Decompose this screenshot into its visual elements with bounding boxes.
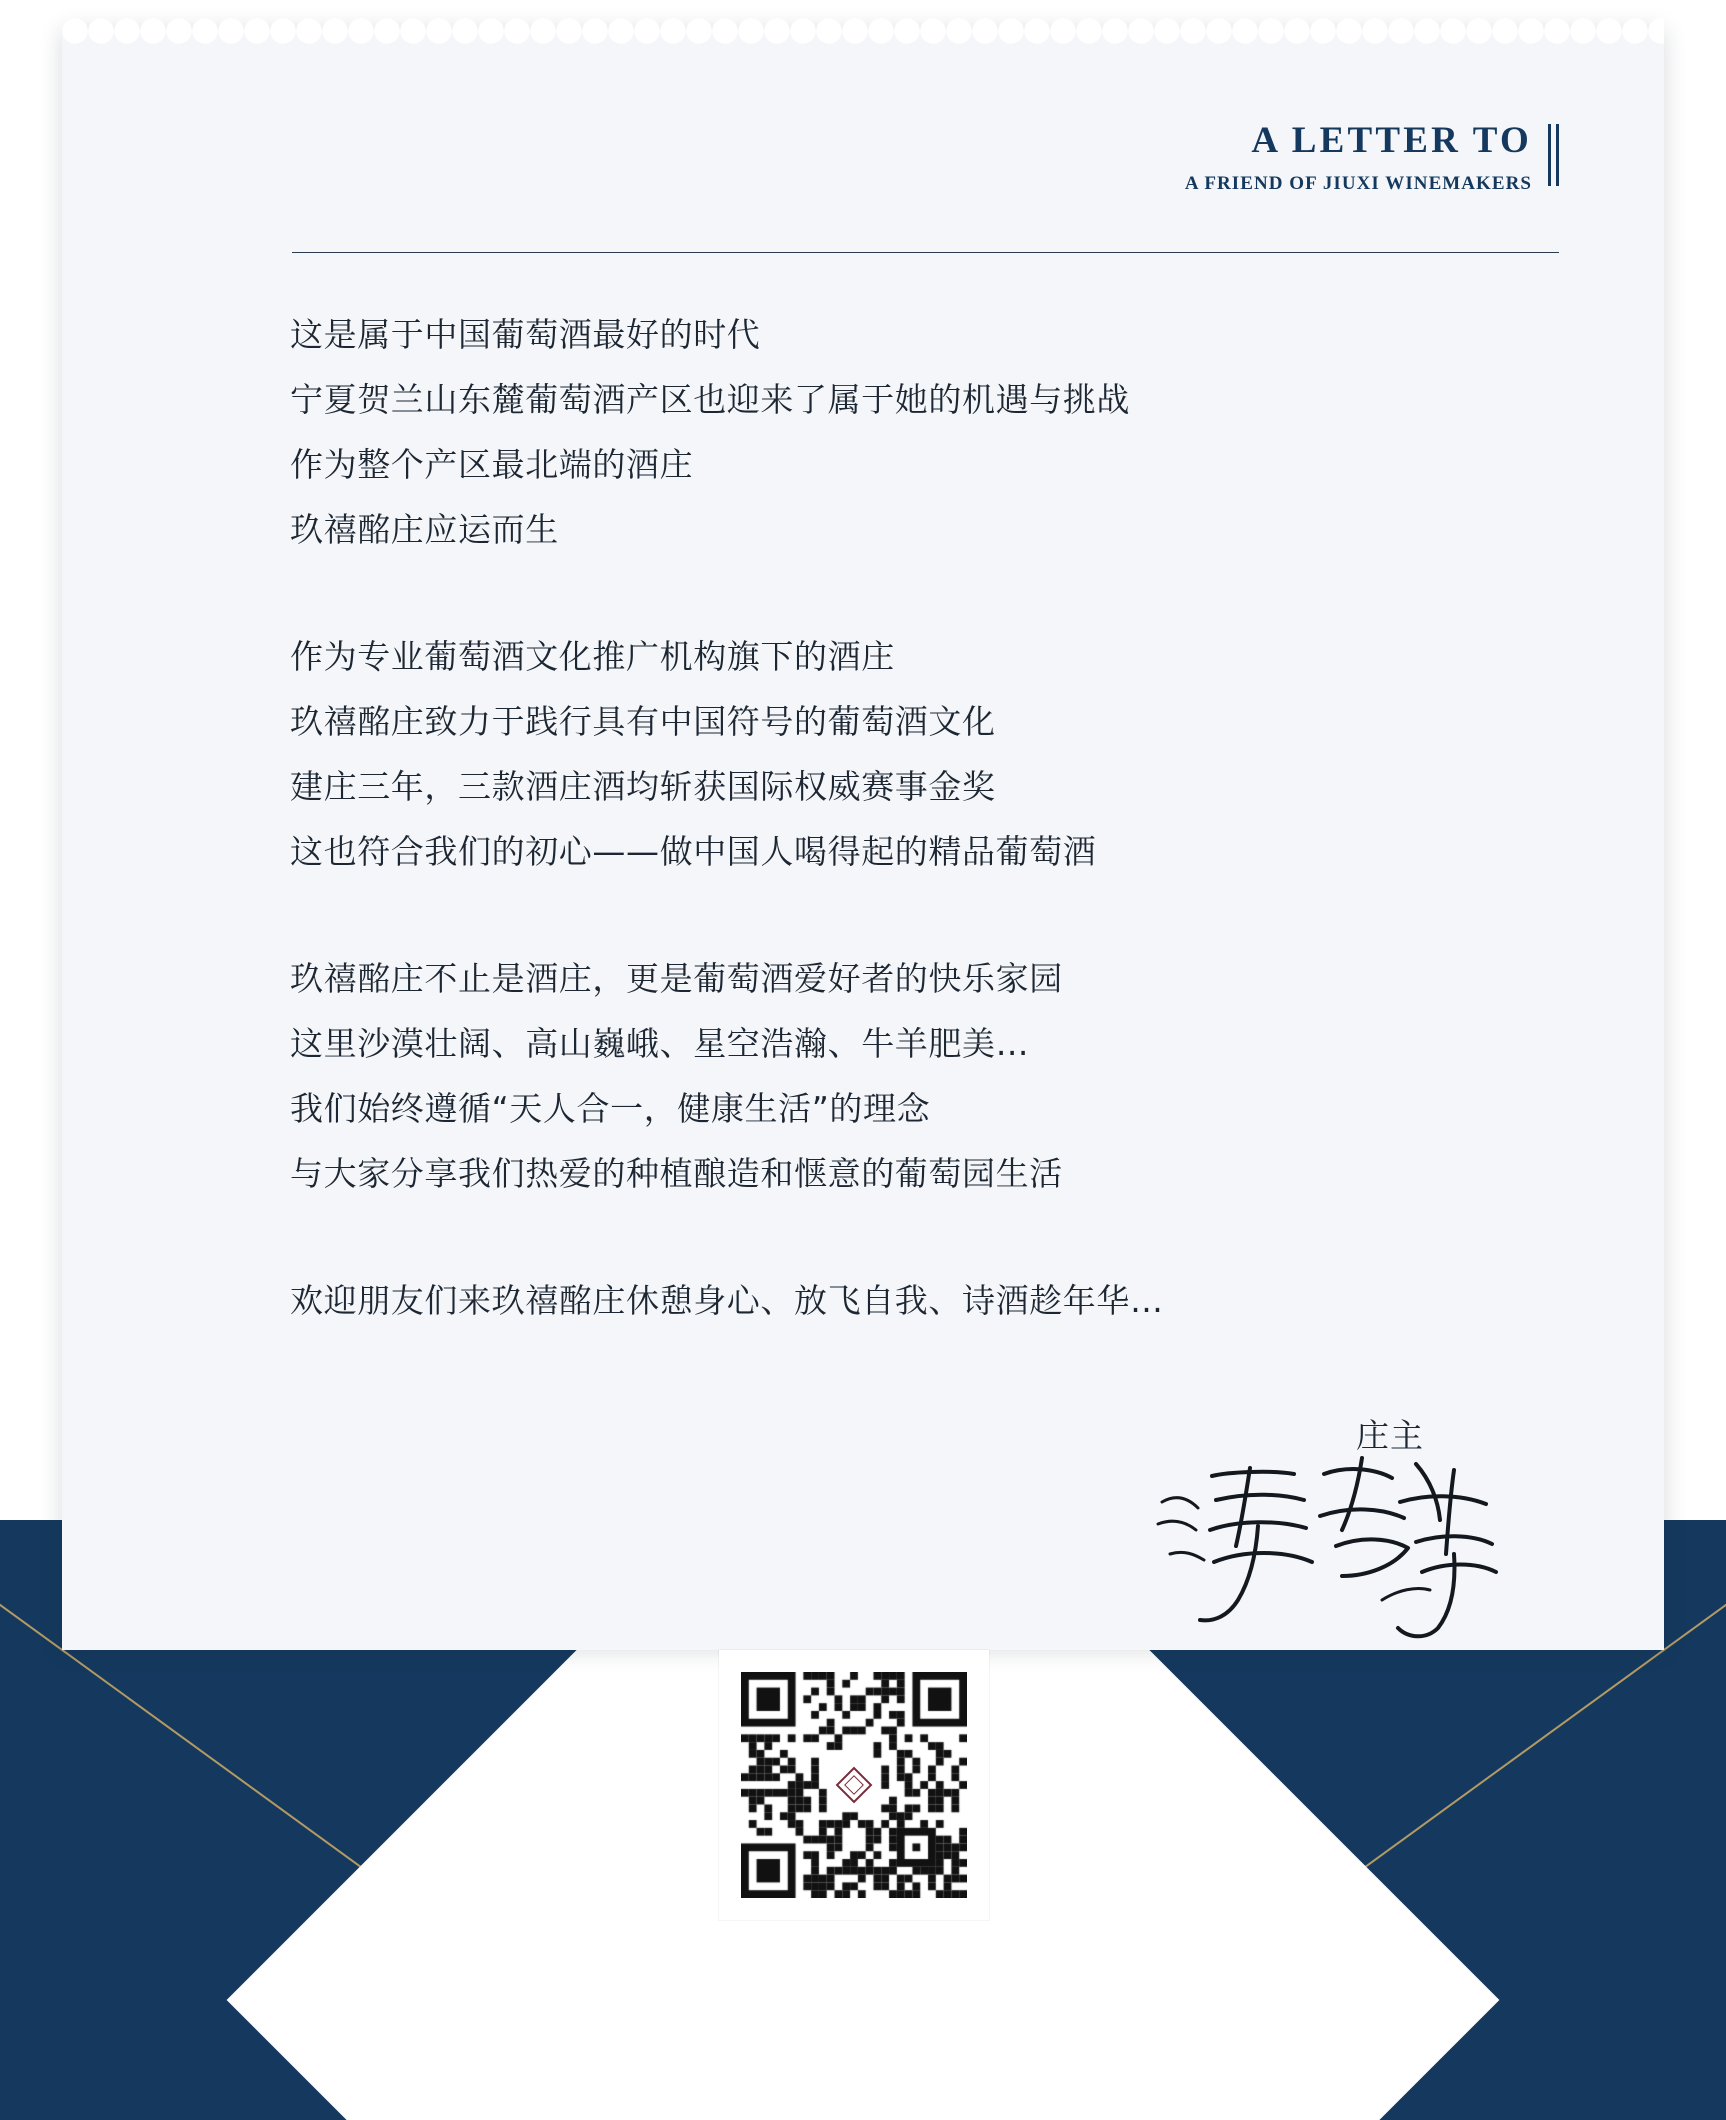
header-divider [292, 252, 1559, 253]
paragraph [290, 946, 1550, 1206]
handwritten-signature [1154, 1450, 1504, 1640]
double-bar-icon [1548, 124, 1559, 186]
letter-body [290, 302, 1550, 1333]
body-line: 玖禧酩庄不止是酒庄，更是葡萄酒爱好者的快乐家园 [290, 959, 1063, 998]
body-line: 玖禧酩庄应运而生 [290, 510, 559, 549]
qr-code[interactable] [719, 1650, 989, 1920]
body-line: 这也符合我们的初心——做中国人喝得起的精品葡萄酒 [290, 832, 1097, 871]
letter-sheet [62, 30, 1664, 1650]
body-line: 作为整个产区最北端的酒庄 [290, 445, 694, 484]
body-line: 这是属于中国葡萄酒最好的时代 [290, 315, 761, 354]
body-line: 宁夏贺兰山东麓葡萄酒产区也迎来了属于她的机遇与挑战 [290, 380, 1130, 419]
page-subtitle: A FRIEND OF JIUXI WINEMAKERS [1184, 172, 1532, 194]
body-line: 我们始终遵循“天人合一，健康生活”的理念 [290, 1089, 931, 1128]
body-line: 玖禧酩庄致力于践行具有中国符号的葡萄酒文化 [290, 702, 996, 741]
scalloped-top-edge [62, 18, 1664, 44]
body-line: 欢迎朋友们来玖禧酩庄休憩身心、放飞自我、诗酒趁年华… [290, 1281, 1164, 1320]
paragraph [290, 1268, 1550, 1333]
body-line: 建庄三年，三款酒庄酒均斩获国际权威赛事金奖 [290, 767, 996, 806]
signature-label: 庄主 [1356, 1416, 1424, 1455]
letter-header [1185, 120, 1559, 195]
page-title: A LETTER TO [1251, 120, 1532, 161]
paragraph [290, 624, 1550, 884]
body-line: 这里沙漠壮阔、高山巍峨、星空浩瀚、牛羊肥美… [290, 1024, 1030, 1063]
body-line: 作为专业葡萄酒文化推广机构旗下的酒庄 [290, 637, 895, 676]
body-line: 与大家分享我们热爱的种植酿造和惬意的葡萄园生活 [290, 1154, 1063, 1193]
paragraph [290, 302, 1550, 562]
diamond-logo-icon [831, 1762, 877, 1808]
